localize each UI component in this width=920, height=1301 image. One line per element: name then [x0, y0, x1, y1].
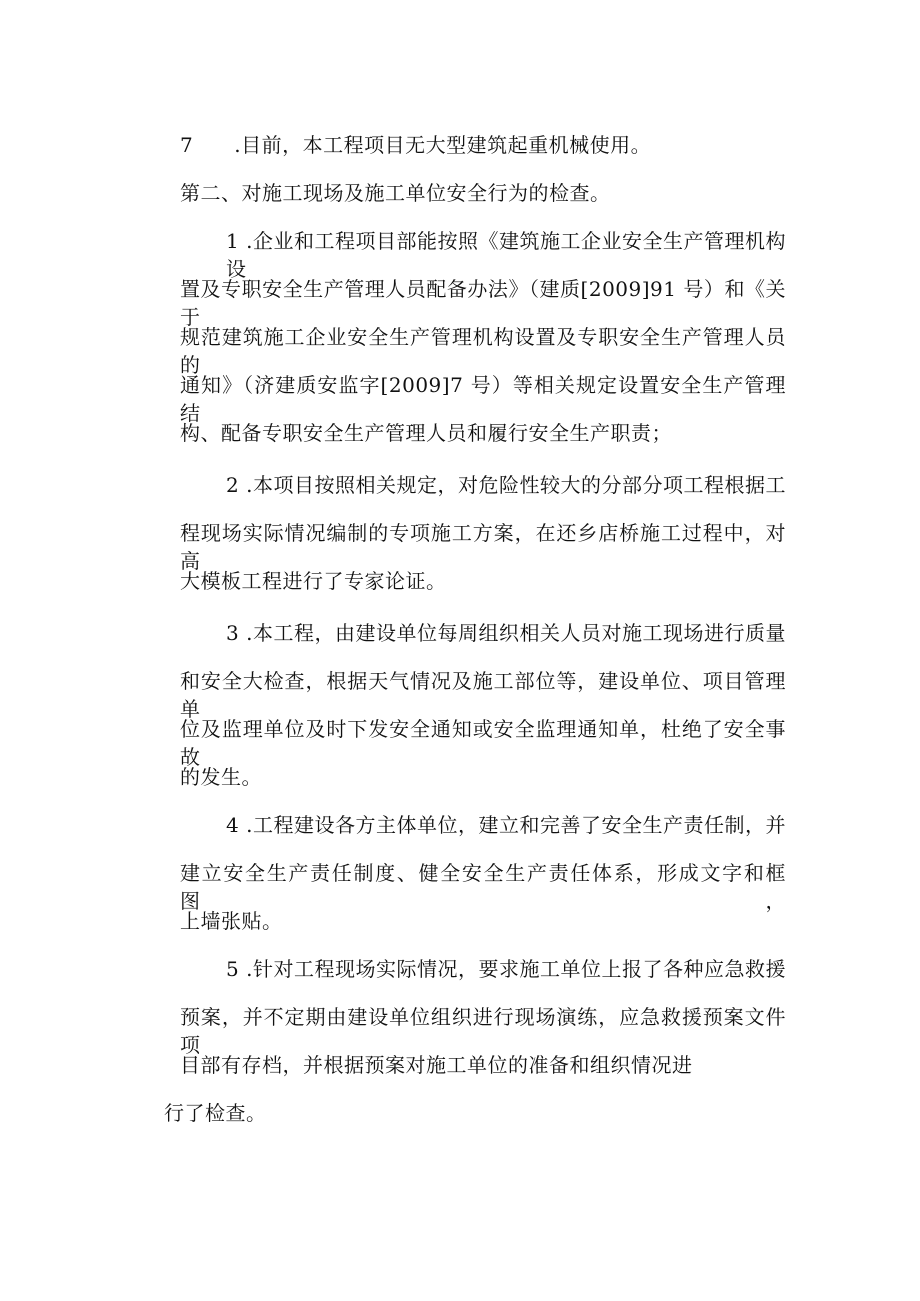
paragraph-3-line-2: 和安全大检查，根据天气情况及施工部位等，建设单位、项目管理单 [180, 669, 786, 721]
paragraph-1-line-3: 规范建筑施工企业安全生产管理机构设置及专职安全生产管理人员的 [180, 325, 786, 377]
paragraph-5-line-1: 5 .针对工程现场实际情况，要求施工单位上报了各种应急救援 [226, 957, 786, 981]
paragraph-1-line-4: 通知》（济建质安监字[2009]7 号）等相关规定设置安全生产管理结 [180, 373, 786, 425]
paragraph-1-line-2: 置及专职安全生产管理人员配备办法》（建质[2009]91 号）和《关于 [180, 277, 786, 329]
item-7-line: 7 .目前，本工程项目无大型建筑起重机械使用。 [180, 133, 652, 157]
paragraph-1-line-5: 构、配备专职安全生产管理人员和履行安全生产职责； [180, 421, 672, 445]
paragraph-5-line-4: 行了检查。 [164, 1101, 267, 1125]
paragraph-4-line-2: 建立安全生产责任制度、健全安全生产责任体系，形成文字和框图， [180, 861, 786, 913]
section-heading: 第二、对施工现场及施工单位安全行为的检查。 [180, 181, 611, 205]
paragraph-5-line-3: 目部有存档，并根据预案对施工单位的准备和组织情况进 [180, 1053, 693, 1077]
paragraph-3-line-3: 位及监理单位及时下发安全通知或安全监理通知单，杜绝了安全事故 [180, 717, 786, 769]
paragraph-5-line-2: 预案，并不定期由建设单位组织进行现场演练，应急救援预案文件项 [180, 1005, 786, 1057]
paragraph-4-line-1: 4 .工程建设各方主体单位，建立和完善了安全生产责任制，并 [226, 813, 786, 837]
paragraph-2-line-1: 2 .本项目按照相关规定，对危险性较大的分部分项工程根据工 [226, 473, 786, 497]
paragraph-3-line-1: 3 .本工程，由建设单位每周组织相关人员对施工现场进行质量 [226, 621, 786, 645]
paragraph-1-line-1: 1 .企业和工程项目部能按照《建筑施工企业安全生产管理机构设 [226, 229, 786, 281]
paragraph-2-line-3: 大模板工程进行了专家论证。 [180, 569, 447, 593]
paragraph-3-line-4: 的发生。 [180, 765, 262, 789]
paragraph-4-line-3: 上墙张贴。 [180, 909, 283, 933]
paragraph-2-line-2: 程现场实际情况编制的专项施工方案，在还乡店桥施工过程中，对高 [180, 521, 786, 573]
